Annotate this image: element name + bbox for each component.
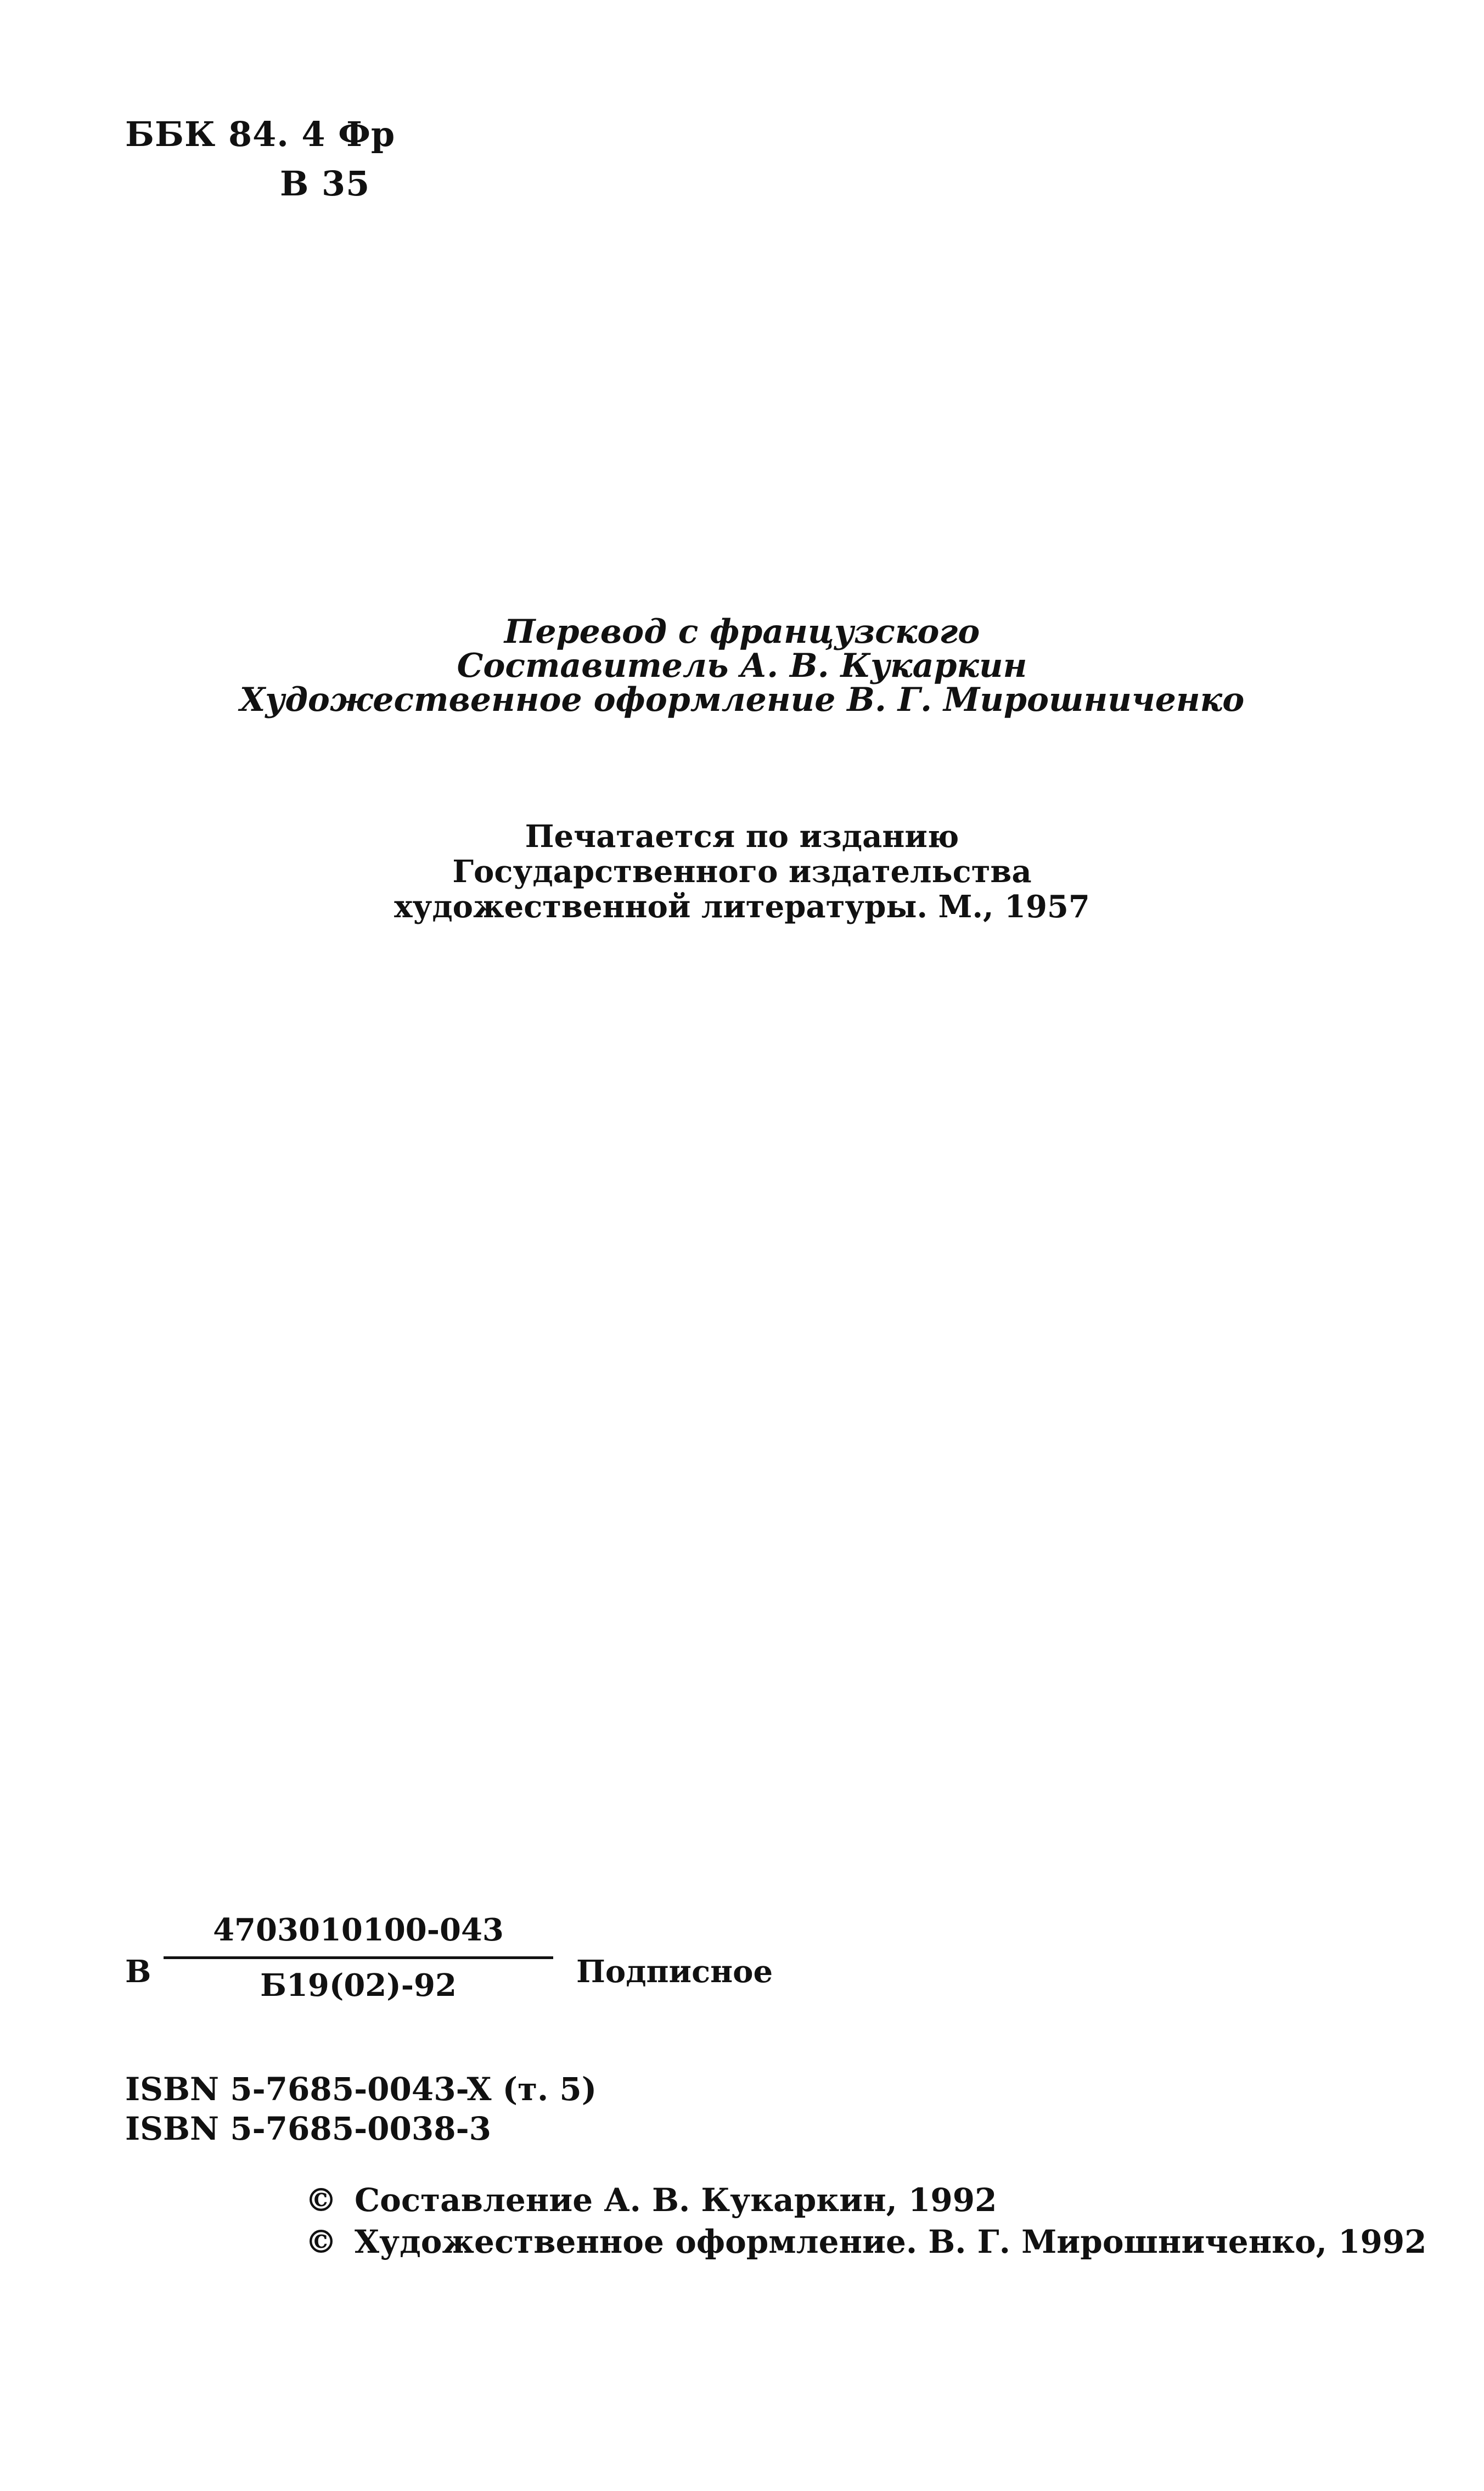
copyright-icon: ©: [305, 2181, 337, 2219]
copyright-design: [305, 2221, 1427, 2263]
subscription-label: Подписное: [576, 1954, 773, 1990]
design-credit: Художественное оформление В. Г. Мирошниченко: [239, 681, 1245, 719]
copyright-compilation: [305, 2179, 1427, 2221]
reprint-line-2: Государственного издательства: [452, 854, 1032, 890]
classification-block: [125, 110, 395, 209]
copyright-design-text: Художественное оформление. В. Г. Мирошниченко, 1992: [355, 2223, 1427, 2260]
reprint-line-1: Печатается по изданию: [525, 818, 959, 855]
copyright-compilation-text: Составление А. В. Кукаркин, 1992: [355, 2181, 997, 2219]
copyright-block: [305, 2179, 1427, 2263]
translation-credit: Перевод с французского: [504, 613, 980, 651]
isbn-volume: ISBN 5-7685-0043-X (т. 5): [125, 2071, 597, 2108]
isbn-set: ISBN 5-7685-0038-3: [125, 2110, 492, 2147]
isbn-block: [125, 2069, 597, 2148]
subscription-numerator: 4703010100-043: [213, 1912, 504, 1948]
author-mark: В 35: [280, 164, 370, 204]
credits-block: [0, 615, 1484, 717]
copyright-icon: ©: [305, 2223, 337, 2260]
subscription-denominator: Б19(02)-92: [260, 1967, 457, 2004]
subscription-letter: В: [125, 1954, 151, 1990]
fraction-bar: [164, 1956, 553, 1959]
reprint-note: [0, 819, 1484, 924]
reprint-line-3: художественной литературы. М., 1957: [394, 889, 1090, 925]
subscription-index: [125, 1909, 839, 2041]
bbk-code: ББК 84. 4 Фр: [125, 114, 396, 154]
compiler-credit: Составитель А. В. Кукаркин: [457, 647, 1027, 685]
subscription-fraction: [164, 1909, 553, 2003]
